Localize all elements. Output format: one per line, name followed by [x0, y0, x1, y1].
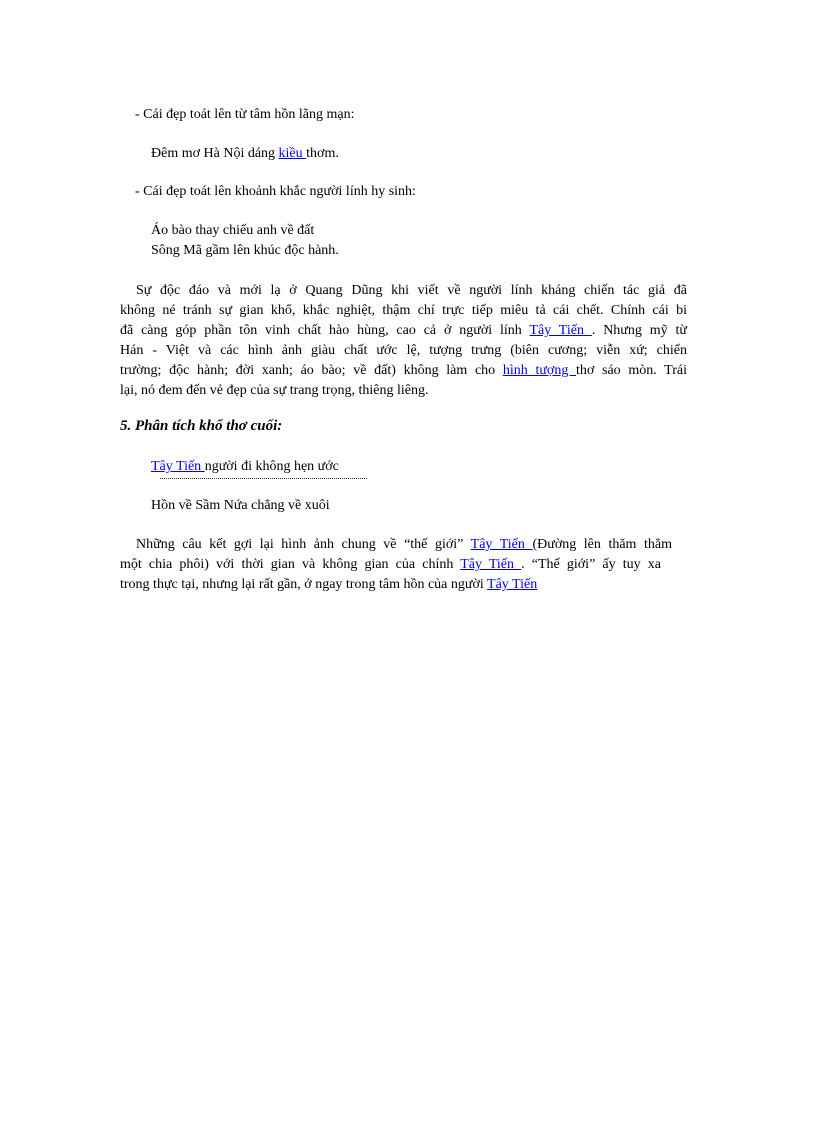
paragraph-line: [120, 321, 687, 342]
paragraph-text: Những câu kết gợi lại hình ảnh chung về “thế giới”: [136, 537, 471, 552]
paragraph-text: trong thực tại, nhưng lại rất gần, ở ngay trong tâm hồn của người: [120, 577, 488, 592]
paragraph-line: [120, 575, 687, 596]
verse-line: Áo bào thay chiếu anh về đất: [151, 223, 315, 238]
paragraph-text: . “Thế giới” ấy tuy xa: [521, 557, 661, 572]
link-hinh-tuong[interactable]: hình tượng: [502, 363, 577, 378]
verse-line: [151, 458, 339, 475]
paragraph-line: không né tránh sự gian khổ, khắc nghiệt, thậm chí trực tiếp miêu tả cái chết. Chính cái bi: [120, 303, 687, 318]
verse-line: Hồn về Sầm Nứa chẳng về xuôi: [151, 498, 330, 513]
paragraph-text: (Đường lên thăm thẳm: [532, 537, 672, 552]
link-tay-tien[interactable]: Tây Tiến: [487, 577, 538, 592]
link-kieu[interactable]: kiều: [278, 146, 307, 161]
verse-text: Đêm mơ Hà Nội dáng: [151, 146, 279, 161]
paragraph-text: đã càng góp phần tôn vinh chất hào hùng, cao cả ở người lính: [120, 323, 530, 338]
link-tay-tien[interactable]: Tây Tiến: [460, 557, 522, 572]
paragraph-line: [120, 555, 661, 576]
paragraph-line: [120, 361, 687, 382]
paragraph-text: trường; độc hành; đời xanh; áo bào; về đất) không làm cho: [120, 363, 503, 378]
link-tay-tien[interactable]: Tây Tiến: [151, 459, 205, 474]
paragraph-text: một chia phôi) với thời gian và không gian của chính: [120, 557, 461, 572]
link-tay-tien[interactable]: Tây Tiến: [529, 323, 592, 338]
paragraph-line: [136, 535, 672, 556]
verse-text: người đi không hẹn ước: [204, 459, 339, 474]
bullet-sacrifice: - Cái đẹp toát lên khoảnh khắc người lính hy sinh:: [135, 184, 416, 199]
paragraph-line: Hán - Việt và các hình ảnh giàu chất ước lệ, tượng trưng (biên cương; viễn xứ; chiến: [120, 343, 687, 358]
bullet-romantic: - Cái đẹp toát lên từ tâm hồn lãng mạn:: [135, 107, 355, 122]
verse-text: thơm.: [306, 146, 339, 161]
verse-line: Sông Mã gầm lên khúc độc hành.: [151, 243, 339, 258]
paragraph-line: lại, nó đem đến vẻ đẹp của sự trang trọng, thiêng liêng.: [120, 383, 429, 398]
paragraph-text: thơ sáo mòn. Trái: [576, 363, 687, 378]
paragraph-line: Sự độc đáo và mới lạ ở Quang Dũng khi viết về người lính kháng chiến tác giả đã: [136, 283, 687, 298]
link-tay-tien[interactable]: Tây Tiến: [470, 537, 533, 552]
verse-line: [151, 145, 339, 162]
paragraph-text: . Nhưng mỹ từ: [591, 323, 687, 338]
ellipsis-divider: [160, 478, 367, 479]
section-heading: 5. Phân tích khổ thơ cuối:: [120, 418, 283, 434]
